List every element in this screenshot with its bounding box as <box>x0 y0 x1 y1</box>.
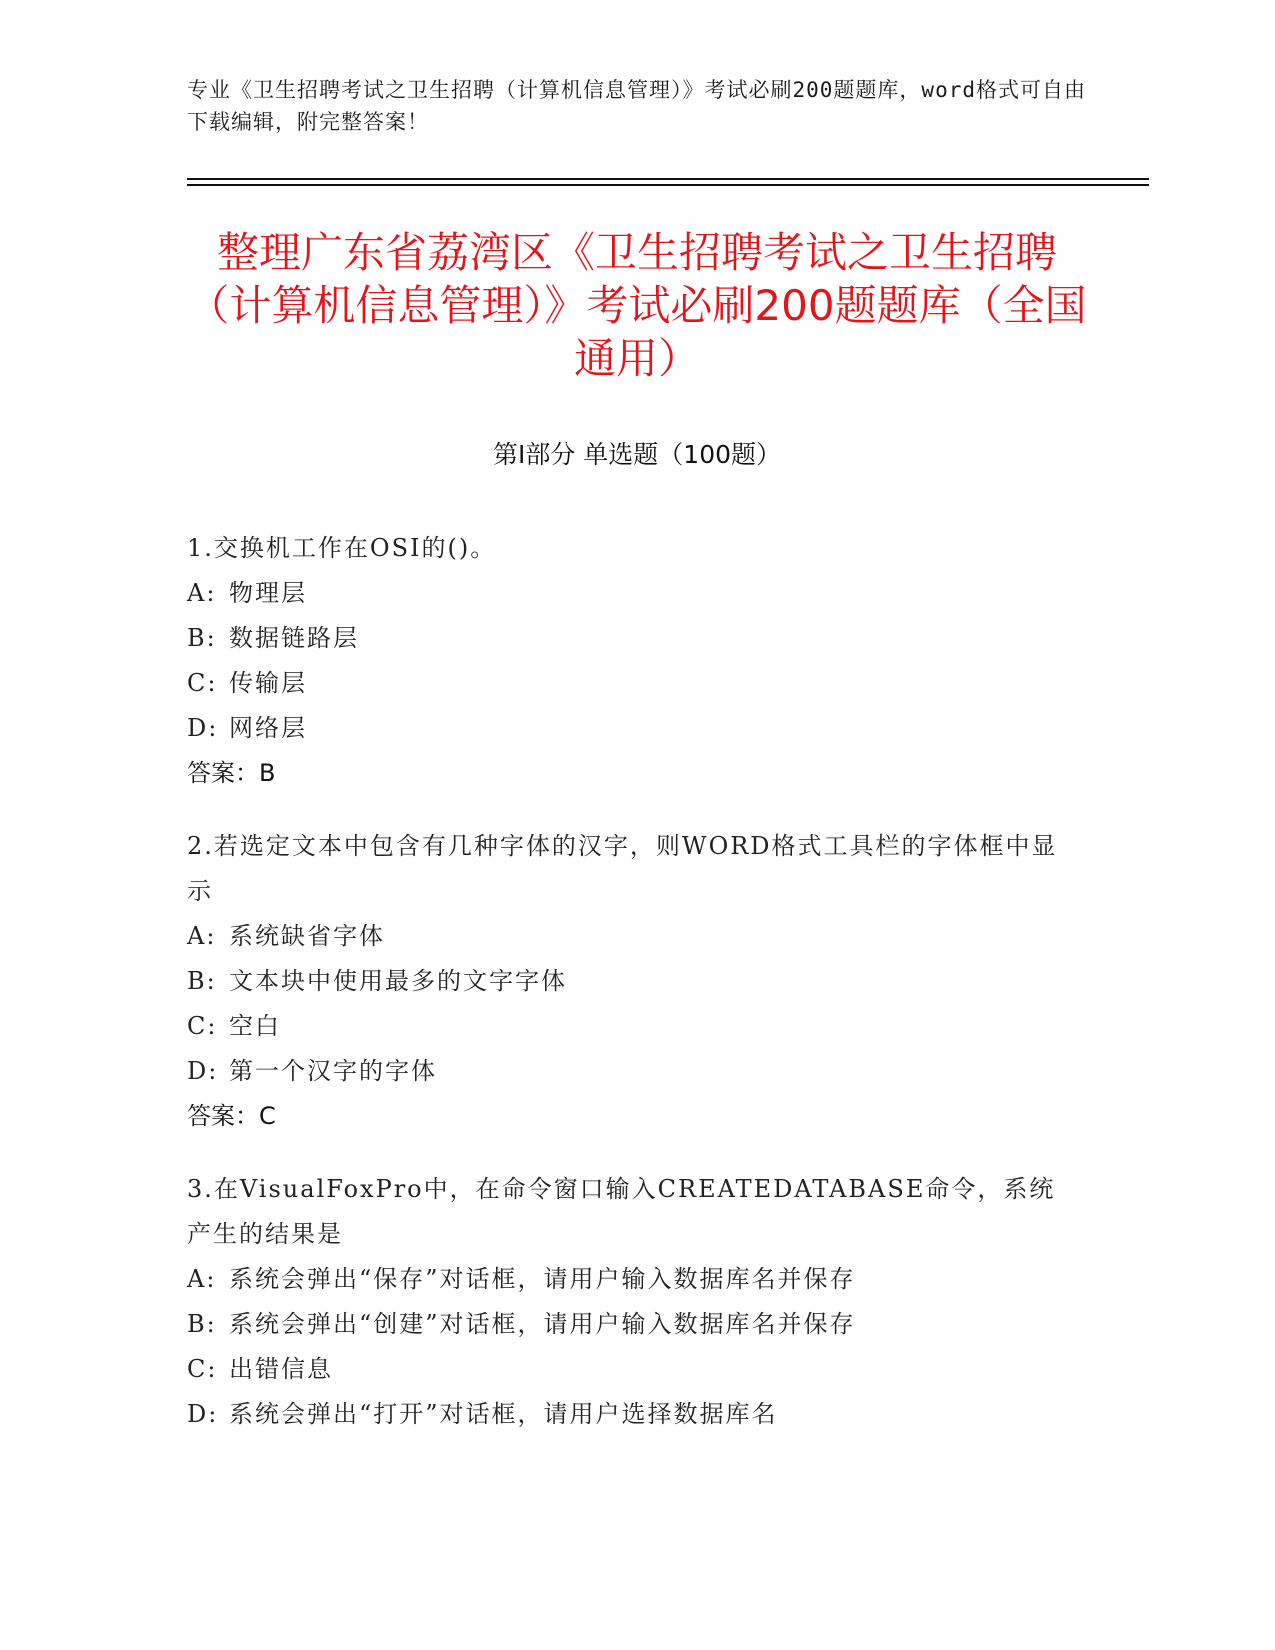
option-b <box>187 959 1067 1004</box>
option-a <box>187 914 1067 959</box>
question-3 <box>187 1167 1067 1437</box>
option-text: 出错信息 <box>229 1355 333 1383</box>
option-key: D: <box>187 1400 219 1428</box>
question-text: 1.交换机工作在OSI的()。 <box>187 534 497 562</box>
option-key: A: <box>187 922 217 950</box>
option-c <box>187 661 1067 706</box>
option-text: 空白 <box>229 1012 281 1040</box>
option-key: C: <box>187 1012 218 1040</box>
option-text: 系统缺省字体 <box>229 922 385 950</box>
option-a <box>187 571 1067 616</box>
header-rule-bottom <box>187 184 1149 186</box>
header-rule-top <box>187 178 1149 180</box>
question-1 <box>187 526 1067 796</box>
option-text: 文本块中使用最多的文字字体 <box>229 967 567 995</box>
header-note: 专业《卫生招聘考试之卫生招聘（计算机信息管理）》考试必刷200题题库，word格式可自由下载编辑，附完整答案！ <box>187 78 1086 134</box>
answer-label: 答案：C <box>187 1102 276 1130</box>
option-c <box>187 1004 1067 1049</box>
option-text: 传输层 <box>229 669 307 697</box>
option-text: 第一个汉字的字体 <box>229 1057 437 1085</box>
option-b <box>187 616 1067 661</box>
question-text: 3.在VisualFoxPro中，在命令窗口输入CREATEDATABASE命令，系统产生的结果是 <box>187 1175 1056 1248</box>
option-key: A: <box>187 1265 217 1293</box>
option-key: C: <box>187 669 218 697</box>
option-a <box>187 1257 1067 1302</box>
option-text: 网络层 <box>229 714 307 742</box>
option-text: 系统会弹出“打开”对话框，请用户选择数据库名 <box>229 1400 778 1428</box>
option-key: D: <box>187 1057 219 1085</box>
option-text: 系统会弹出“创建”对话框，请用户输入数据库名并保存 <box>229 1310 856 1338</box>
option-key: C: <box>187 1355 218 1383</box>
option-d <box>187 1049 1067 1094</box>
option-key: B: <box>187 1310 217 1338</box>
question-2 <box>187 824 1067 1139</box>
option-key: A: <box>187 579 217 607</box>
option-text: 数据链路层 <box>229 624 359 652</box>
section-title: 第Ⅰ部分 单选题（100题） <box>492 440 782 469</box>
document-title: 整理广东省荔湾区《卫生招聘考试之卫生招聘（计算机信息管理）》考试必刷200题题库（全国通用） <box>187 228 1087 383</box>
option-d <box>187 1392 1067 1437</box>
option-key: B: <box>187 624 217 652</box>
option-c <box>187 1347 1067 1392</box>
option-key: D: <box>187 714 219 742</box>
question-text: 2.若选定文本中包含有几种字体的汉字，则WORD格式工具栏的字体框中显示 <box>187 832 1058 905</box>
option-key: B: <box>187 967 217 995</box>
question-list <box>187 526 1067 1465</box>
option-b <box>187 1302 1067 1347</box>
answer-label: 答案：B <box>187 759 276 787</box>
option-text: 物理层 <box>229 579 307 607</box>
option-d <box>187 706 1067 751</box>
option-text: 系统会弹出“保存”对话框，请用户输入数据库名并保存 <box>229 1265 856 1293</box>
